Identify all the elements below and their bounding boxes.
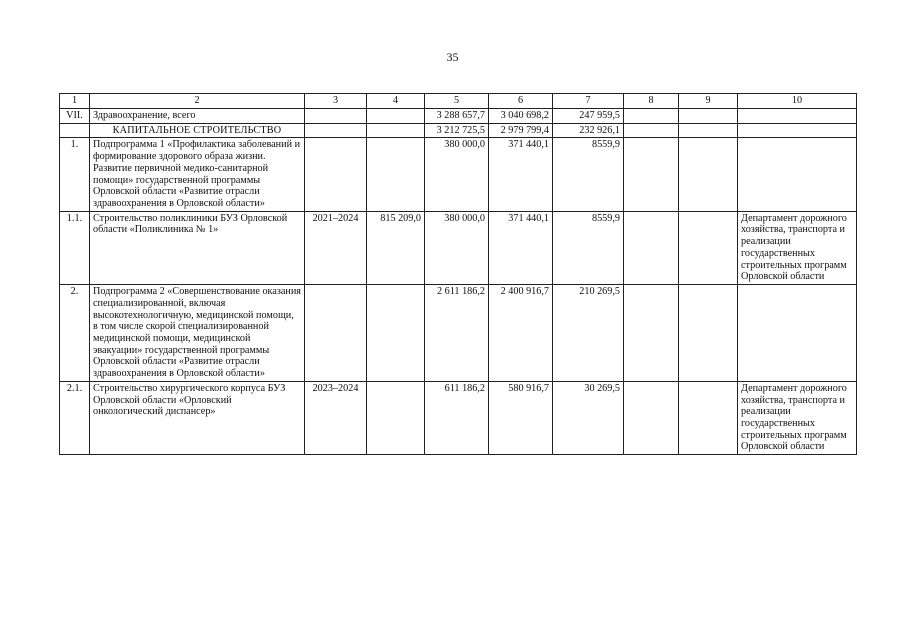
table-row bbox=[60, 123, 857, 138]
header-cell: 8 bbox=[624, 94, 679, 109]
row-col9 bbox=[679, 138, 738, 211]
row-period bbox=[305, 138, 367, 211]
row-col5: 2 611 186,2 bbox=[425, 285, 489, 382]
table-row bbox=[60, 285, 857, 382]
table-row bbox=[60, 211, 857, 284]
row-col9 bbox=[679, 123, 738, 138]
row-col5: 611 186,2 bbox=[425, 381, 489, 454]
row-col7: 232 926,1 bbox=[553, 123, 624, 138]
header-cell: 3 bbox=[305, 94, 367, 109]
row-col8 bbox=[624, 211, 679, 284]
row-cost bbox=[367, 285, 425, 382]
header-cell: 2 bbox=[90, 94, 305, 109]
row-col9 bbox=[679, 381, 738, 454]
row-cost: 815 209,0 bbox=[367, 211, 425, 284]
row-col9 bbox=[679, 109, 738, 124]
header-cell: 9 bbox=[679, 94, 738, 109]
row-col7: 210 269,5 bbox=[553, 285, 624, 382]
row-executor bbox=[738, 123, 857, 138]
row-col5: 3 288 657,7 bbox=[425, 109, 489, 124]
row-col5: 3 212 725,5 bbox=[425, 123, 489, 138]
row-name: Строительство хирургического корпуса БУЗ Орловской области «Орловский онкологический диспансер» bbox=[90, 381, 305, 454]
table-row bbox=[60, 138, 857, 211]
row-col6: 371 440,1 bbox=[489, 138, 553, 211]
row-col6: 2 400 916,7 bbox=[489, 285, 553, 382]
row-name: КАПИТАЛЬНОЕ СТРОИТЕЛЬСТВО bbox=[90, 123, 305, 138]
row-cost bbox=[367, 381, 425, 454]
row-cost bbox=[367, 138, 425, 211]
row-col6: 2 979 799,4 bbox=[489, 123, 553, 138]
row-executor: Департамент дорожного хозяйства, транспорта и реализации государственных строительных программ Орловской области bbox=[738, 211, 857, 284]
row-col6: 371 440,1 bbox=[489, 211, 553, 284]
header-cell: 10 bbox=[738, 94, 857, 109]
row-number: VII. bbox=[60, 109, 90, 124]
row-cost bbox=[367, 123, 425, 138]
row-col7: 8559,9 bbox=[553, 138, 624, 211]
header-cell: 5 bbox=[425, 94, 489, 109]
row-col8 bbox=[624, 138, 679, 211]
row-number: 1. bbox=[60, 138, 90, 211]
table-row bbox=[60, 381, 857, 454]
row-period bbox=[305, 123, 367, 138]
row-executor bbox=[738, 285, 857, 382]
row-name: Подпрограмма 2 «Совершенствование оказания специализированной, включая высокотехнологичную, медицинской помощи, в том числе скорой специализированной медицинской помощи, медицинской эвакуации» государственной программы Орловской области «Развитие отрасли здравоохранения в Орловской области» bbox=[90, 285, 305, 382]
row-col7: 30 269,5 bbox=[553, 381, 624, 454]
row-col7: 8559,9 bbox=[553, 211, 624, 284]
table-row bbox=[60, 109, 857, 124]
row-period: 2023–2024 bbox=[305, 381, 367, 454]
row-col8 bbox=[624, 123, 679, 138]
row-col8 bbox=[624, 109, 679, 124]
row-number bbox=[60, 123, 90, 138]
row-name: Здравоохранение, всего bbox=[90, 109, 305, 124]
row-col5: 380 000,0 bbox=[425, 211, 489, 284]
row-executor bbox=[738, 138, 857, 211]
row-name: Подпрограмма 1 «Профилактика заболеваний и формирование здорового образа жизни. Развитие первичной медико-санитарной помощи» государственной программы Орловской области «Развитие отрасли здравоохранения в Орловской области» bbox=[90, 138, 305, 211]
header-cell: 4 bbox=[367, 94, 425, 109]
row-period bbox=[305, 109, 367, 124]
row-col5: 380 000,0 bbox=[425, 138, 489, 211]
page-number: 35 bbox=[446, 50, 459, 64]
row-col8 bbox=[624, 381, 679, 454]
row-col9 bbox=[679, 285, 738, 382]
row-number: 2. bbox=[60, 285, 90, 382]
row-col8 bbox=[624, 285, 679, 382]
row-col6: 580 916,7 bbox=[489, 381, 553, 454]
row-col6: 3 040 698,2 bbox=[489, 109, 553, 124]
row-name: Строительство поликлиники БУЗ Орловской области «Поликлиника № 1» bbox=[90, 211, 305, 284]
row-number: 2.1. bbox=[60, 381, 90, 454]
header-cell: 1 bbox=[60, 94, 90, 109]
row-cost bbox=[367, 109, 425, 124]
header-row bbox=[60, 94, 857, 109]
row-col7: 247 959,5 bbox=[553, 109, 624, 124]
row-col9 bbox=[679, 211, 738, 284]
header-cell: 7 bbox=[553, 94, 624, 109]
row-period bbox=[305, 285, 367, 382]
row-executor bbox=[738, 109, 857, 124]
header-cell: 6 bbox=[489, 94, 553, 109]
row-period: 2021–2024 bbox=[305, 211, 367, 284]
budget-table bbox=[59, 93, 857, 455]
row-executor: Департамент дорожного хозяйства, транспорта и реализации государственных строительных программ Орловской области bbox=[738, 381, 857, 454]
row-number: 1.1. bbox=[60, 211, 90, 284]
